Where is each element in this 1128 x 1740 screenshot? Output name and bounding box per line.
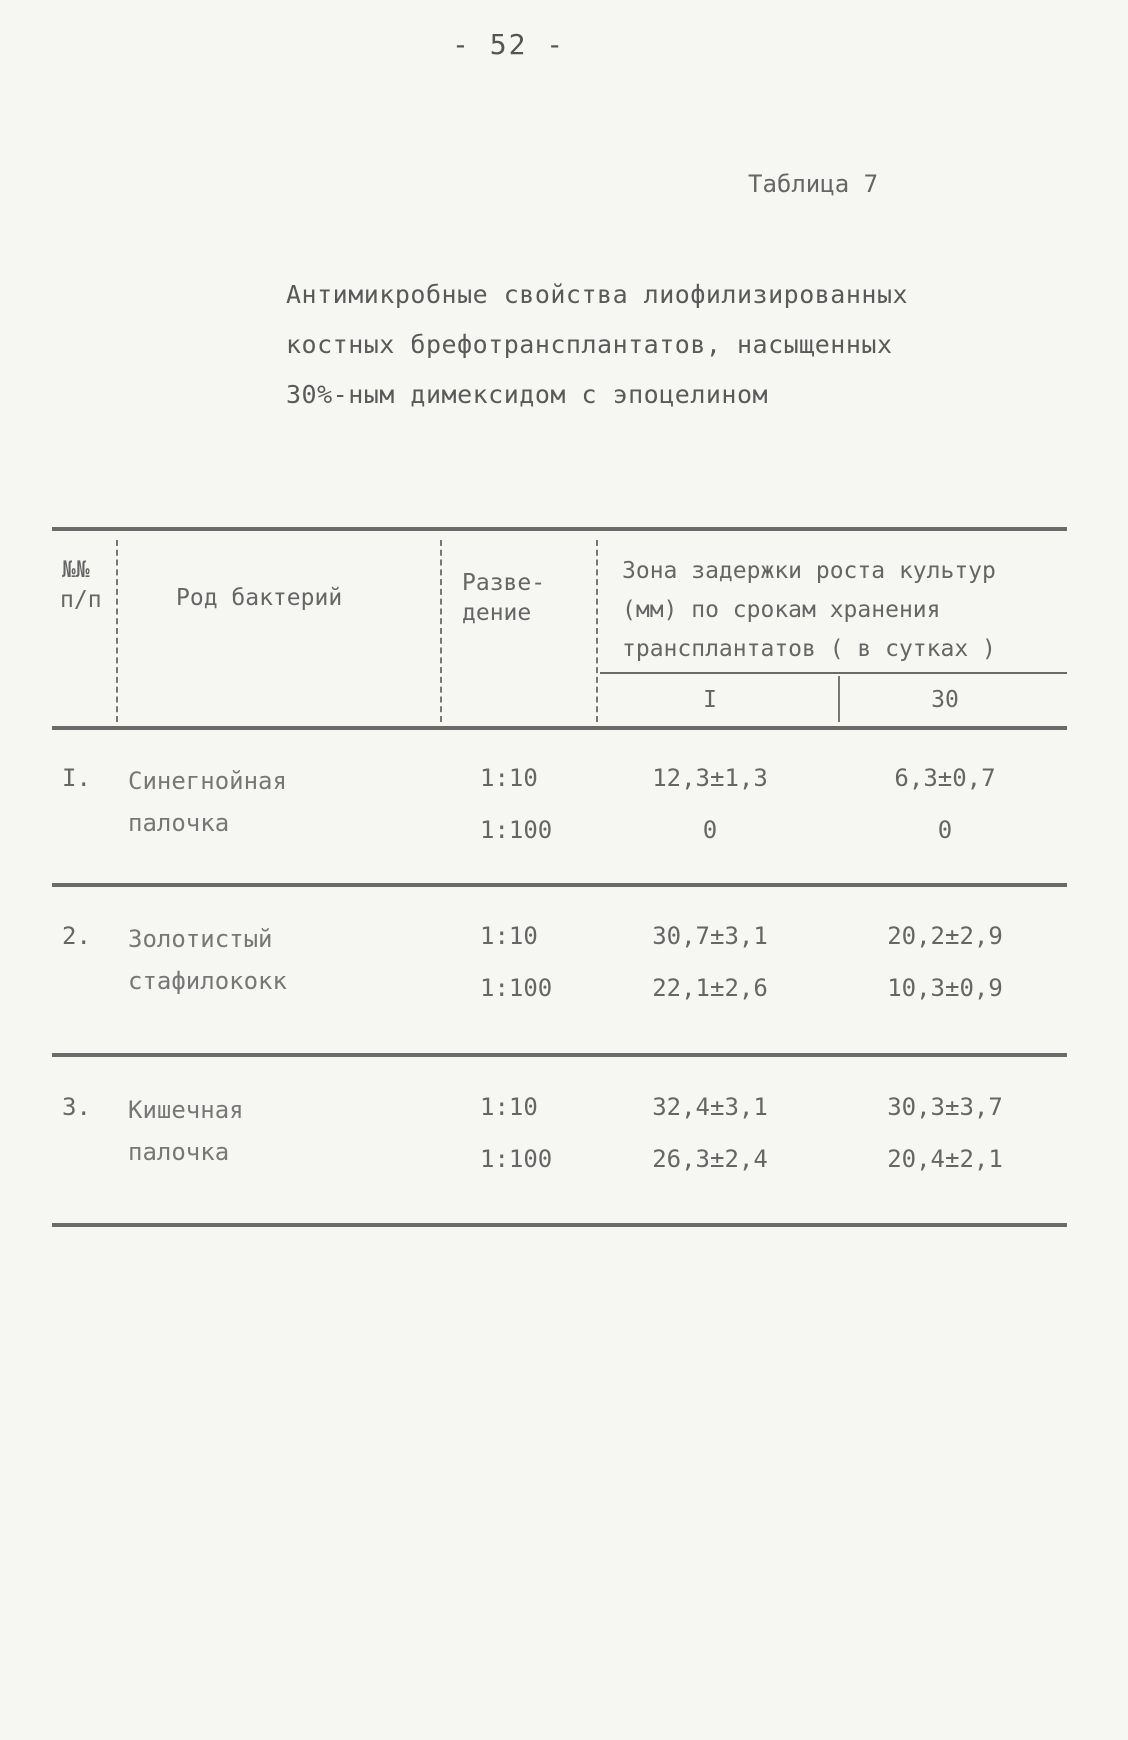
- table-top-rule: [52, 527, 1067, 531]
- value-day30-d2: 20,4±2,1: [887, 1145, 1003, 1173]
- value-day1-d2: 26,3±2,4: [652, 1145, 768, 1173]
- header-num-line-2: п/п: [60, 587, 102, 613]
- value-day1-d1: 12,3±1,3: [652, 764, 768, 792]
- header-subrule: [600, 672, 1067, 674]
- header-divider-2: [440, 540, 442, 722]
- header-genus: Род бактерий: [176, 585, 343, 611]
- value-day1-d1: 32,4±3,1: [652, 1093, 768, 1121]
- header-zone-line-2: (мм) по срокам хранения: [622, 597, 941, 623]
- dilution-1: 1:10: [480, 1093, 538, 1121]
- dilution-2: 1:100: [480, 1145, 553, 1173]
- dilution-1: 1:10: [480, 764, 538, 792]
- header-sub-col-1: I: [703, 687, 717, 713]
- dilution-1: 1:10: [480, 922, 538, 950]
- header-zone-line-3: трансплантатов ( в сутках ): [622, 636, 996, 662]
- table-title-line-3: 30%-ным димексидом с эпоцелином: [286, 380, 769, 409]
- row-number: 3.: [62, 1093, 91, 1121]
- header-zone-line-1: Зона задержки роста культур: [622, 558, 996, 584]
- value-day1-d2: 22,1±2,6: [652, 974, 768, 1002]
- header-divider-1: [116, 540, 118, 722]
- bacteria-name-line-2: палочка: [128, 809, 230, 837]
- table-label: Таблица 7: [748, 170, 879, 198]
- header-divider-3: [596, 540, 598, 722]
- value-day1-d1: 30,7±3,1: [652, 922, 768, 950]
- bacteria-name-line-1: Кишечная: [128, 1096, 244, 1124]
- page-number: - 52 -: [452, 28, 566, 61]
- table-title-line-2: костных брефотрансплантатов, насыщенных: [286, 330, 893, 359]
- row-separator: [52, 883, 1067, 887]
- row-number: 2.: [62, 922, 91, 950]
- header-dilution-line-2: дение: [462, 600, 532, 626]
- table-bottom-rule: [52, 1223, 1067, 1227]
- value-day30-d2: 0: [937, 816, 953, 844]
- value-day30-d1: 20,2±2,9: [887, 922, 1003, 950]
- header-dilution-line-1: Разве-: [462, 570, 546, 596]
- table-title-line-1: Антимикробные свойства лиофилизированных: [286, 280, 909, 309]
- value-day30-d2: 10,3±0,9: [887, 974, 1003, 1002]
- value-day30-d1: 6,3±0,7: [894, 764, 996, 792]
- bacteria-name-line-2: палочка: [128, 1138, 230, 1166]
- dilution-2: 1:100: [480, 816, 553, 844]
- value-day1-d2: 0: [702, 816, 718, 844]
- value-day30-d1: 30,3±3,7: [887, 1093, 1003, 1121]
- header-num-line-1: №№: [62, 557, 90, 583]
- row-separator: [52, 1053, 1067, 1057]
- bacteria-name-line-1: Синегнойная: [128, 767, 287, 795]
- row-number: I.: [62, 764, 91, 792]
- header-bottom-rule: [52, 726, 1067, 730]
- dilution-2: 1:100: [480, 974, 553, 1002]
- bacteria-name-line-2: стафилококк: [128, 967, 287, 995]
- header-sub-col-2: 30: [931, 687, 959, 713]
- bacteria-name-line-1: Золотистый: [128, 925, 273, 953]
